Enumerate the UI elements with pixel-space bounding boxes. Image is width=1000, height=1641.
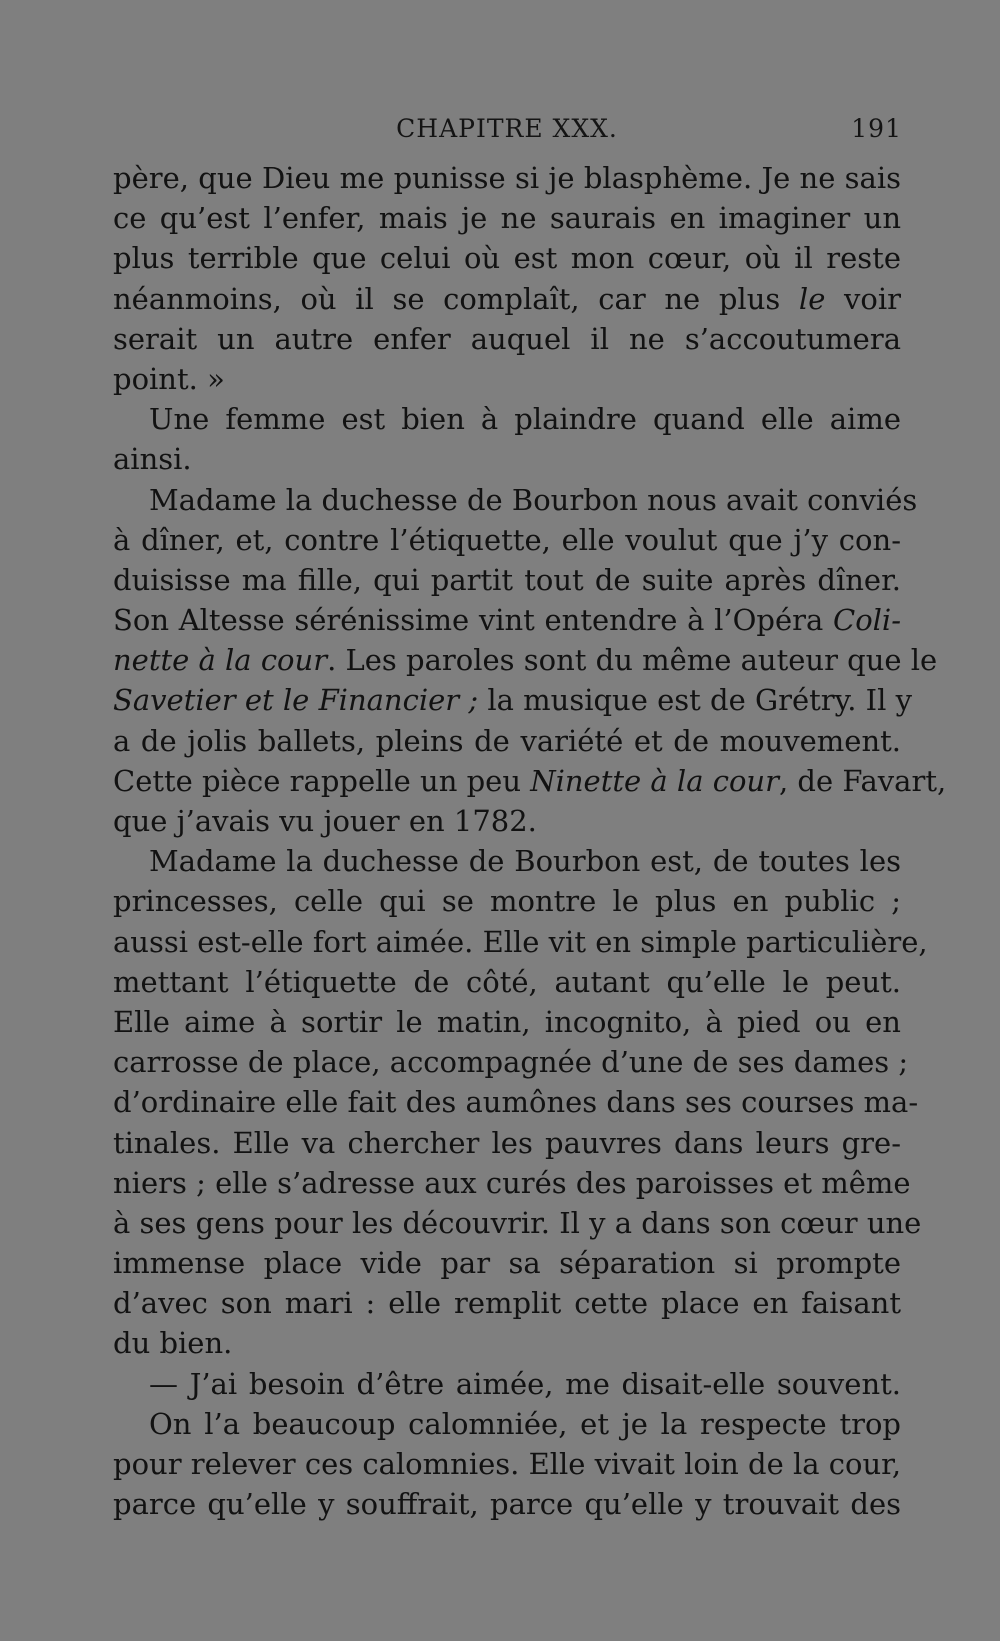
text-segment: la musique est de Grétry. Il y <box>478 683 912 718</box>
text-line: — J’ai besoin d’être aimée, me disait-elle souvent. <box>149 1366 901 1401</box>
text-line: On l’a beaucoup calomniée, et je la respecte trop <box>149 1406 901 1441</box>
text-line <box>113 640 938 680</box>
text-line <box>113 279 901 319</box>
italic-segment: Coli- <box>833 603 901 638</box>
text-line: parce qu’elle y souffrait, parce qu’elle y trouvait des <box>113 1487 901 1522</box>
text-line: serait un autre enfer auquel il ne s’accoutumera <box>113 321 901 356</box>
text-line: duisisse ma fille, qui partit tout de suite après dîner. <box>113 562 901 597</box>
text-line: pour relever ces calomnies. Elle vivait loin de la cour, <box>113 1447 902 1481</box>
text-line: mettant l’étiquette de côté, autant qu’elle le peut. <box>113 964 901 999</box>
text-line: à ses gens pour les découvrir. Il y a dans son cœur une <box>113 1205 922 1240</box>
text-line <box>113 600 901 640</box>
text-line: point. » <box>113 361 225 396</box>
italic-segment: Ninette à la cour <box>530 763 779 798</box>
text-line: a de jolis ballets, pleins de variété et de mouvement. <box>113 723 901 758</box>
text-line: princesses, celle qui se montre le plus en public ; <box>113 884 901 919</box>
text-line: d’avec son mari : elle remplit cette place en faisant <box>113 1286 901 1321</box>
italic-segment: nette à la cour <box>113 643 328 678</box>
text-segment: voir <box>825 281 901 316</box>
text-line: carrosse de place, accompagnée d’une de ses dames ; <box>113 1045 909 1080</box>
text-segment: , de Favart, <box>778 763 947 798</box>
text-line <box>113 761 947 801</box>
text-line: d’ordinaire elle fait des aumônes dans ses courses ma- <box>113 1085 919 1120</box>
text-line: père, que Dieu me punisse si je blasphème. Je ne sais <box>113 161 901 195</box>
text-line: que j’avais vu jouer en 1782. <box>113 804 537 838</box>
text-line: niers ; elle s’adresse aux curés des paroisses et même <box>113 1165 911 1200</box>
chapter-title: CHAPITRE XXX. <box>396 114 618 143</box>
text-segment: Son Altesse sérénissime vint entendre à l’Opéra <box>113 603 833 638</box>
text-line <box>113 680 912 720</box>
text-line: Elle aime à sortir le matin, incognito, à pied ou en <box>113 1004 901 1039</box>
running-head <box>112 114 902 148</box>
text-line: du bien. <box>113 1326 233 1361</box>
text-segment: néanmoins, où il se complaît, car ne plus <box>113 281 799 316</box>
text-line: Madame la duchesse de Bourbon est, de toutes les <box>149 844 901 879</box>
text-line: Une femme est bien à plaindre quand elle aime <box>149 402 901 437</box>
text-line: tinales. Elle va chercher les pauvres dans leurs gre- <box>113 1125 901 1160</box>
text-line: ainsi. <box>113 442 192 477</box>
text-line: aussi est-elle fort aimée. Elle vit en simple particulière, <box>113 924 928 959</box>
text-segment: Cette pièce rappelle un peu <box>113 763 531 798</box>
text-segment: . Les paroles sont du même auteur que le <box>327 643 938 678</box>
italic-segment: le <box>798 281 826 316</box>
text-line: plus terrible que celui où est mon cœur, où il reste <box>113 241 901 276</box>
text-line: immense place vide par sa séparation si prompte <box>113 1246 901 1281</box>
italic-segment: Savetier et le Financier ; <box>113 683 479 718</box>
text-line: ce qu’est l’enfer, mais je ne saurais en imaginer un <box>113 201 901 236</box>
text-line: Madame la duchesse de Bourbon nous avait conviés <box>149 482 918 517</box>
page-number: 191 <box>851 114 902 143</box>
body-text <box>113 158 947 1524</box>
text-line: à dîner, et, contre l’étiquette, elle voulut que j’y con- <box>113 522 901 557</box>
